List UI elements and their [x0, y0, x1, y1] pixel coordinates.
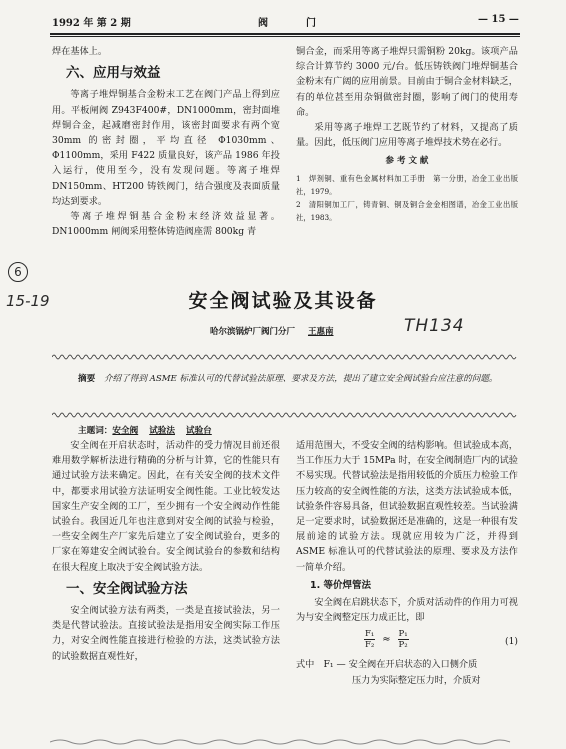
- header-page-number: — 15 —: [478, 14, 519, 25]
- subsection-title: 1. 等价焊管法: [310, 579, 372, 591]
- where-clause: 式中 F₁ — 安全阀在开启状态的入口侧介质: [296, 659, 478, 671]
- continuation-line: 焊在基体上。: [52, 46, 108, 57]
- article-title: 安全阀试验及其设备: [188, 290, 378, 312]
- keyword: 安全阀: [112, 426, 139, 436]
- handwritten-circled-number: 6: [8, 262, 28, 282]
- author-line: [210, 325, 334, 337]
- wavy-divider-bottom: [52, 411, 518, 419]
- abstract: [78, 372, 498, 387]
- equation-number: (1): [504, 636, 518, 648]
- equation-rhs: $\frac{\text{P₁}}{\text{P₂}}$: [398, 629, 408, 651]
- paragraph: 等离子堆焊铜基合金粉末经济效益显著。DN1000mm 闸阀采用整体铸造阀座需 800kg 青: [52, 211, 280, 238]
- wavy-divider-top: [52, 353, 518, 361]
- header-rule: [50, 33, 520, 35]
- header-issue: 1992 年 第 2 期: [52, 18, 131, 29]
- author-affiliation: 哈尔滨锅炉厂阀门分厂: [210, 327, 296, 337]
- keywords-label: 主题词：: [78, 426, 113, 436]
- paragraph: 安全阀在启跳状态下，介质对活动件的作用力可视为与安全阀整定压力成正比，即: [296, 597, 518, 624]
- lower-right-column: [296, 438, 518, 688]
- header-journal: 阀 门: [258, 18, 318, 29]
- upper-right-column: [296, 44, 518, 224]
- upper-left-column: [52, 44, 280, 239]
- header-rule-thin: [50, 36, 520, 37]
- reference-item: 2 清阳铜加工厂，铸青铜、铜及铜合金金相图谱，冶金工业出版社，1983。: [296, 199, 518, 222]
- equation-1: [296, 627, 518, 655]
- reference-item: 1 焊剂铜、重有色金属材料加工手册 第一分册，冶金工业出版社，1979。: [296, 173, 518, 196]
- equation-operator: ≈: [382, 634, 391, 646]
- where-clause-continued: 压力为实际整定压力时，介质对: [352, 674, 481, 686]
- author-name: 王惠南: [307, 327, 334, 337]
- keyword: 试验台: [185, 426, 212, 436]
- lower-left-column: [52, 438, 280, 664]
- bottom-scan-edge: [50, 736, 520, 746]
- handwritten-page-range: 15-19: [6, 292, 50, 310]
- paragraph: 等离子堆焊铜基合金粉末工艺在阀门产品上得到应用。平板闸阀 Z943F400#，DN1000mm，密封面堆焊铜合金，起减磨密封作用，该密封面要求有两个宽 30mm 的密封圈，平均直径 Φ1030mm、Φ1100mm，采用 F422 质量良好，该产品 1986 年投入运行，使用至今，没有发现问题。等离子堆焊 DN150mm、HT200 铸铁阀门，结合强度及表面质量均达到要求。: [52, 89, 280, 207]
- handwritten-classification-code: TH134: [404, 316, 465, 336]
- references-title: 参 考 文 献: [385, 156, 429, 167]
- abstract-label: 摘要: [78, 374, 96, 384]
- section-title-test-methods: 一、安全阀试验方法: [66, 580, 188, 597]
- abstract-text: 介绍了得到 ASME 标准认可的代替试验法原理、要求及方法，提出了建立安全阀试验台应注意的问题。: [103, 374, 498, 384]
- paragraph: 采用等离子堆焊工艺既节约了材料，又提高了质量。因此，低压阀门应用等离子堆焊技术势在必行。: [296, 122, 518, 149]
- section-title-application: 六、应用与效益: [66, 65, 161, 82]
- paragraph: 安全阀试验方法有两类，一类是直接试验法，另一类是代替试验法。直接试验法是指用安全阀实际工作压力，对安全阀性能直接进行检验的方法，这类试验方法的试验数据直观性好，: [52, 605, 280, 662]
- keywords: [78, 424, 212, 436]
- paragraph: 适用范围大，不受安全阀的结构影响。但试验成本高，当工作压力大于 15MPa 时，在安全阀制造厂内的试验不易实现。代替试验法是指用较低的介质压力检验工作压力较高的安全阀性能的方法，这类方法试验成本低，试验条件容易具备，但试验数据直观性较差。当试验满足一定要求时，试验数据还是准确的，这是一种很有发展前途的试验方法。现就应用较为广泛，并得到 ASME 标准认可的代替试验法的原理、要求及方法作一简单介绍。: [296, 440, 518, 573]
- keyword: 试验法: [149, 426, 175, 436]
- equation-lhs: $\frac{\text{F₁}}{\text{F₂}}$: [365, 629, 375, 651]
- paragraph: 安全阀在开启状态时，活动件的受力情况目前还很难用数学解析法进行精确的分析与计算，它的性能只有通过试验方法来确定。因此，在有关安全阀的技术文件中，都要求用试验方法证明安全阀性能。工业比较发达国家生产安全阀的工厂，至少拥有一个安全阀动作性能试验台。我国近几年也注意到对安全阀的试验与检验，一些安全阀生产厂家先后建立了安全阀试验台，更多的厂家在筹建安全阀试验台。安全阀试验台的参数和结构在很大程度上取决于安全阀试验方法。: [52, 440, 280, 573]
- paragraph: 铜合金，而采用等离子堆焊只需铜粉 20kg。该项产品综合计算节约 3000 元/台。低压铸铁阀门堆焊铜基合金粉末有广阔的应用前景。目前由于铜合金材料缺乏，有的单位甚至用杂铜做密封圈，影响了阀门的使用寿命。: [296, 46, 518, 118]
